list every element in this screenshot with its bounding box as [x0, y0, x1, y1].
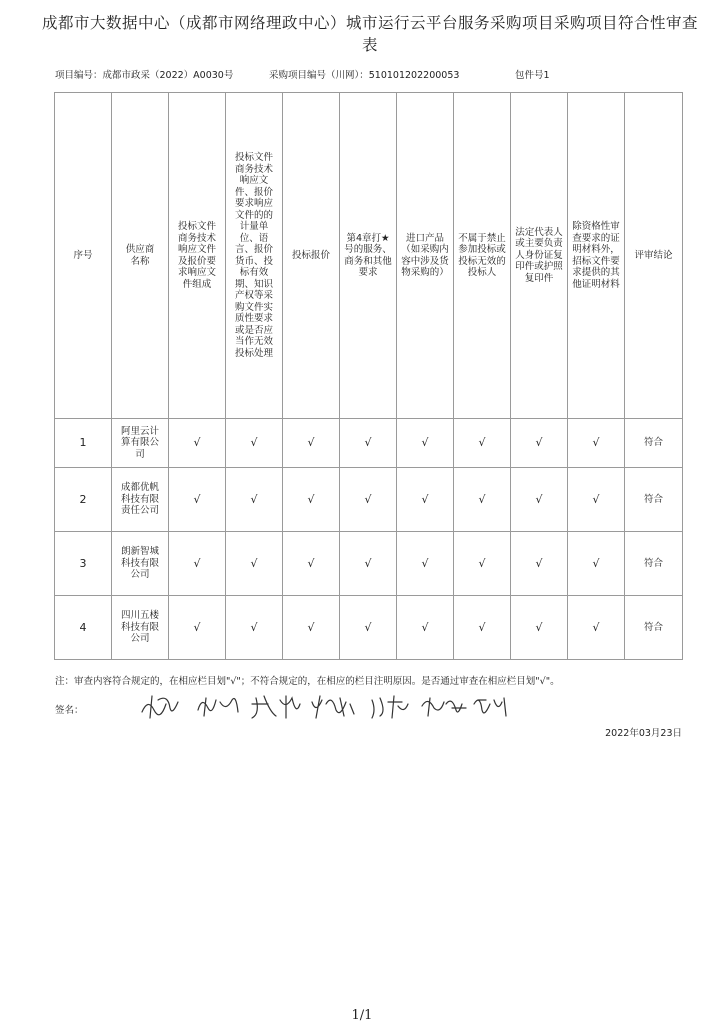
check-mark: √	[340, 468, 397, 532]
check-mark: √	[340, 532, 397, 596]
review-result: 符合	[625, 419, 683, 468]
sign-label: 签名：	[55, 705, 84, 716]
row-number: 2	[55, 468, 112, 532]
supplier-name: 朗新智城科技有限公司	[112, 532, 169, 596]
check-mark: √	[511, 532, 568, 596]
check-mark: √	[283, 596, 340, 660]
check-mark: √	[511, 419, 568, 468]
check-mark: √	[169, 532, 226, 596]
table-row	[55, 419, 683, 468]
check-mark: √	[397, 419, 454, 468]
header-cell: 第4章打★号的服务、商务和其他要求	[340, 93, 397, 419]
check-mark: √	[568, 468, 625, 532]
review-result: 符合	[625, 468, 683, 532]
check-mark: √	[226, 419, 283, 468]
header-cell: 评审结论	[625, 93, 683, 419]
check-mark: √	[283, 532, 340, 596]
header-cell: 投标报价	[283, 93, 340, 419]
check-mark: √	[169, 419, 226, 468]
header-cell: 除资格性审查要求的证明材料外，招标文件要求提供的其他证明材料	[568, 93, 625, 419]
check-mark: √	[283, 468, 340, 532]
review-result: 符合	[625, 596, 683, 660]
check-mark: √	[283, 419, 340, 468]
package-number: 包件号1	[515, 70, 550, 81]
check-mark: √	[397, 532, 454, 596]
signature-7	[474, 698, 506, 716]
handwritten-signatures	[140, 690, 520, 724]
page-number: 1/1	[351, 1008, 373, 1023]
signature-4	[312, 696, 354, 718]
header-cell: 供应商名称	[112, 93, 169, 419]
check-mark: √	[454, 596, 511, 660]
check-mark: √	[454, 532, 511, 596]
table-row	[55, 532, 683, 596]
check-mark: √	[340, 419, 397, 468]
supplier-name: 阿里云计算有限公司	[112, 419, 169, 468]
check-mark: √	[397, 596, 454, 660]
signature-2	[198, 698, 238, 716]
signature-3	[252, 696, 300, 718]
project-number: 项目编号：成都市政采（2022）A0030号	[55, 70, 234, 81]
document-title: 成都市大数据中心（成都市网络理政中心）城市运行云平台服务采购项目采购项目符合性审查表	[41, 14, 698, 54]
header-cell: 不属于禁止参加投标或投标无效的投标人	[454, 93, 511, 419]
check-mark: √	[226, 532, 283, 596]
row-number: 4	[55, 596, 112, 660]
check-mark: √	[454, 468, 511, 532]
supplier-name: 成都优帆科技有限责任公司	[112, 468, 169, 532]
signature-5	[372, 696, 408, 718]
check-mark: √	[397, 468, 454, 532]
check-mark: √	[568, 596, 625, 660]
review-note: 注：审查内容符合规定的，在相应栏目划"√"；不符合规定的，在相应的栏目注明原因。是否通过审查在相应栏目划"√"。	[55, 676, 560, 687]
header-cell: 投标文件商务技术响应文件及报价要求响应文件组成	[169, 93, 226, 419]
header-cell: 法定代表人或主要负责人身份证复印件或护照复印件	[511, 93, 568, 419]
check-mark: √	[511, 596, 568, 660]
check-mark: √	[169, 596, 226, 660]
check-mark: √	[568, 419, 625, 468]
row-number: 3	[55, 532, 112, 596]
check-mark: √	[511, 468, 568, 532]
signature-1	[142, 696, 178, 718]
review-result: 符合	[625, 532, 683, 596]
header-cell: 序号	[55, 93, 112, 419]
table-header-row	[55, 93, 683, 419]
check-mark: √	[226, 468, 283, 532]
check-mark: √	[568, 532, 625, 596]
review-table	[54, 92, 683, 660]
supplier-name: 四川五楼科技有限公司	[112, 596, 169, 660]
purchase-number: 采购项目编号（川网）：510101202200053	[269, 70, 460, 81]
header-cell: 投标文件商务技术响应文件、报价要求响应文件的的计量单位、语言、报价货币、投标有效期、知识产权等采购文件实质性要求或是否应当作无效投标处理	[226, 93, 283, 419]
check-mark: √	[340, 596, 397, 660]
header-cell: 进口产品（如采购内容中涉及货物采购的）	[397, 93, 454, 419]
check-mark: √	[226, 596, 283, 660]
review-date: 2022年03月23日	[605, 728, 682, 739]
row-number: 1	[55, 419, 112, 468]
check-mark: √	[454, 419, 511, 468]
table-row	[55, 596, 683, 660]
signature-6	[422, 698, 466, 716]
table-row	[55, 468, 683, 532]
check-mark: √	[169, 468, 226, 532]
